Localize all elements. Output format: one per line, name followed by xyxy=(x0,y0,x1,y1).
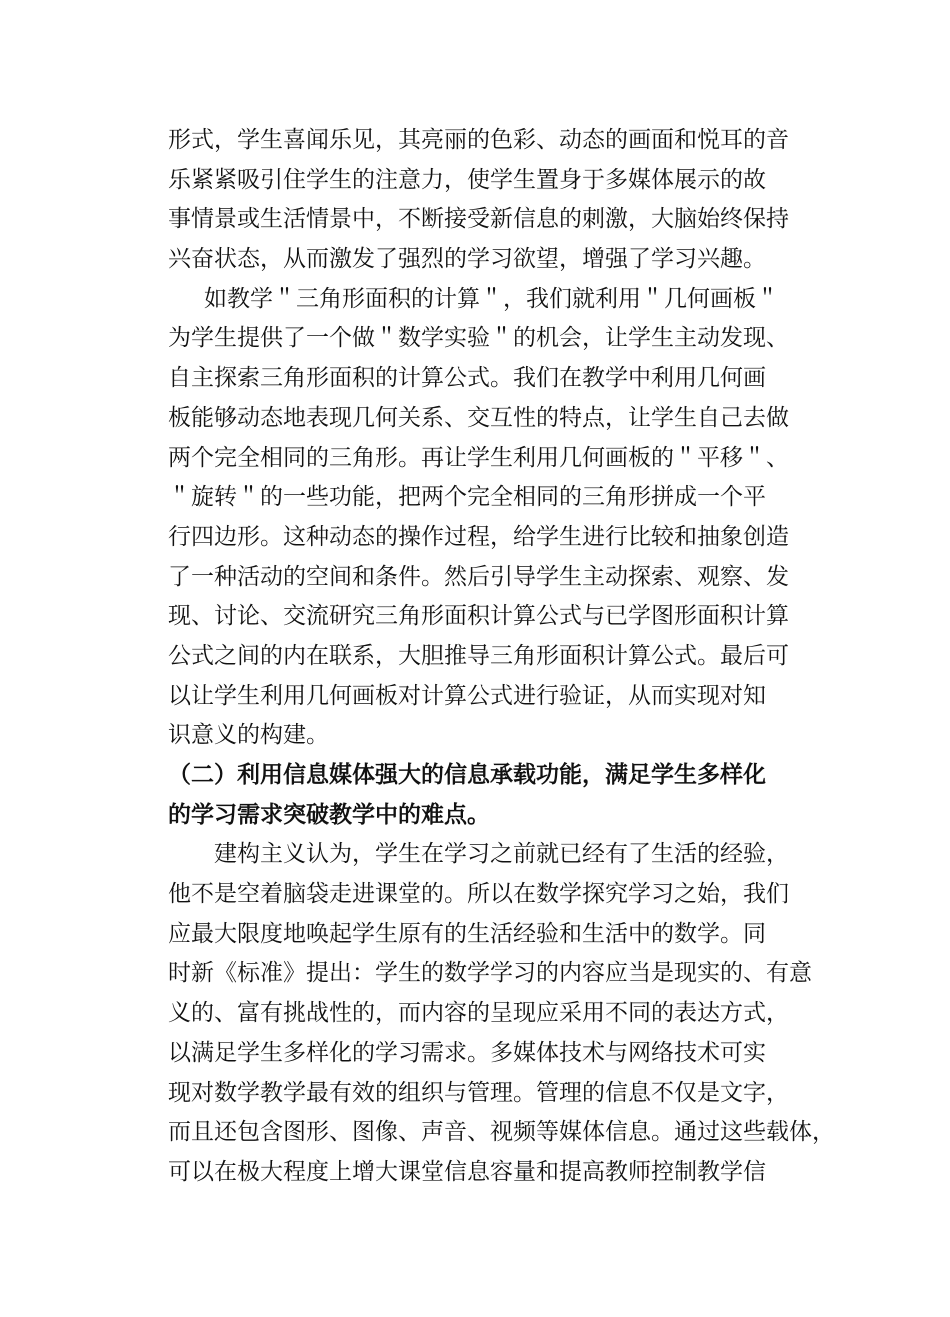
text-line: ＂旋转＂的一些功能，把两个完全相同的三角形拼成一个平 xyxy=(168,484,766,511)
text-line: 现、讨论、交流研究三角形面积计算公式与已学图形面积计算 xyxy=(168,603,789,630)
text-line: 了一种活动的空间和条件。然后引导学生主动探索、观察、发 xyxy=(168,563,789,590)
section-heading-continued: 的学习需求突破教学中的难点。 xyxy=(168,801,490,828)
paragraph-first-line: 如教学＂三角形面积的计算＂，我们就利用＂几何画板＂ xyxy=(204,285,779,312)
text-line: 义的、富有挑战性的，而内容的呈现应采用不同的表达方式， xyxy=(168,1000,789,1027)
text-line: 自主探索三角形面积的计算公式。我们在教学中利用几何画 xyxy=(168,365,766,392)
text-line: 形式，学生喜闻乐见，其亮丽的色彩、动态的画面和悦耳的音 xyxy=(168,127,789,153)
text-line: 时新《标准》提出：学生的数学学习的内容应当是现实的、有意 xyxy=(168,960,812,987)
paragraph-first-line: 建构主义认为，学生在学习之前就已经有了生活的经验， xyxy=(214,841,789,868)
text-line: 现对数学教学最有效的组织与管理。管理的信息不仅是文字， xyxy=(168,1079,789,1106)
text-line: 以让学生利用几何画板对计算公式进行验证，从而实现对知 xyxy=(168,682,766,709)
text-line: 为学生提供了一个做＂数学实验＂的机会，让学生主动发现、 xyxy=(168,325,789,352)
text-line: 可以在极大程度上增大课堂信息容量和提高教师控制教学信 xyxy=(168,1158,766,1185)
text-line: 兴奋状态，从而激发了强烈的学习欲望，增强了学习兴趣。 xyxy=(168,246,766,273)
body-text xyxy=(168,121,835,1193)
section-heading: （二）利用信息媒体强大的信息承载功能，满足学生多样化 xyxy=(168,762,766,788)
text-line: 事情景或生活情景中，不断接受新信息的刺激，大脑始终保持 xyxy=(168,206,789,233)
text-line: 公式之间的内在联系，大胆推导三角形面积计算公式。最后可 xyxy=(168,642,789,669)
text-line: 而且还包含图形、图像、声音、视频等媒体信息。通过这些载体， xyxy=(168,1119,835,1146)
text-line: 他不是空着脑袋走进课堂的。所以在数学探究学习之始，我们 xyxy=(168,881,789,908)
text-line: 两个完全相同的三角形。再让学生利用几何画板的＂平移＂、 xyxy=(168,444,789,471)
text-line: 行四边形。这种动态的操作过程，给学生进行比较和抽象创造 xyxy=(168,523,789,550)
text-line: 乐紧紧吸引住学生的注意力，使学生置身于多媒体展示的故 xyxy=(168,166,766,193)
text-line: 识意义的构建。 xyxy=(168,722,329,749)
text-line: 板能够动态地表现几何关系、交互性的特点，让学生自己去做 xyxy=(168,404,789,431)
text-line: 以满足学生多样化的学习需求。多媒体技术与网络技术可实 xyxy=(168,1039,766,1066)
text-line: 应最大限度地唤起学生原有的生活经验和生活中的数学。同 xyxy=(168,920,766,947)
